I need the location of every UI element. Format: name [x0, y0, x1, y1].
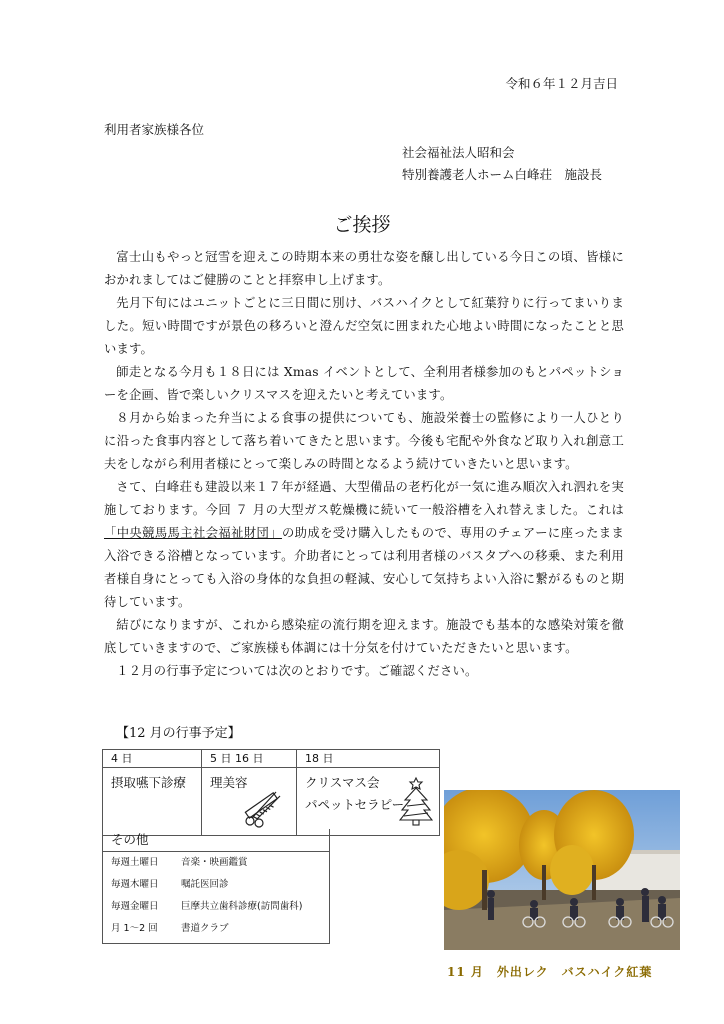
event-label: 摂取嚥下診療: [111, 775, 187, 790]
other-what: 巨摩共立歯科診療(訪問歯科): [181, 901, 303, 912]
other-schedule-box: [102, 829, 330, 944]
autumn-outing-photo: [444, 790, 680, 950]
letter-title: ご挨拶: [333, 214, 391, 236]
schedule-heading: 【12 月の行事予定】: [116, 726, 241, 741]
other-row: [103, 918, 329, 940]
schedule-table: [102, 749, 440, 836]
other-when: 毎週土曜日: [111, 857, 159, 868]
other-row: [103, 852, 329, 874]
other-when: 毎週木曜日: [111, 879, 159, 890]
other-row: [103, 874, 329, 896]
sender-organization: 社会福祉法人昭和会: [402, 145, 515, 160]
paragraph-text: の助成を受け購入したもので、専用のチェアーに座ったまま入浴できる浴槽となっています。介助者にとっては利用者様のバスタブへの移乗、また利用者様自身にとっても入浴の身体的な負担の軽減、安心して気持ちよい入浴に繋がるものと期待しています。: [104, 526, 624, 609]
schedule-date-cell: 5 日 16 日: [202, 750, 297, 768]
photo-caption: 11 月 外出レク バスハイク紅葉: [447, 965, 653, 979]
schedule-event-cell: [103, 768, 202, 836]
other-when: 月 1～2 回: [111, 923, 158, 934]
schedule-date-cell: 4 日: [103, 750, 202, 768]
event-label: パペットセラピー: [305, 797, 405, 812]
schedule-event-cell: [297, 768, 440, 836]
schedule-event-cell: [202, 768, 297, 836]
sender-title: 特別養護老人ホーム白峰荘 施設長: [402, 167, 603, 182]
sender-block: [402, 142, 602, 186]
addressee: 利用者家族様各位: [104, 122, 205, 137]
schedule-date-cell: 18 日: [297, 750, 440, 768]
event-label: クリスマス会: [305, 775, 380, 790]
paragraph: １２月の行事予定については次のとおりです。ご確認ください。: [116, 664, 478, 678]
paragraph: 結びになりますが、これから感染症の流行期を迎えます。施設でも基本的な感染対策を徹底していきますので、ご家族様も体調には十分気を付けていただきたいと思います。: [104, 618, 624, 655]
letter-date: 令和６年１２月吉日: [505, 76, 618, 91]
other-what: 音楽・映画鑑賞: [181, 857, 248, 868]
other-what: 書道クラブ: [181, 923, 229, 934]
event-label: 理美容: [210, 775, 248, 790]
paragraph-text: さて、白峰荘も建設以来１７年が経過、大型備品の老朽化が一気に進み順次入れ泗れを実施しております。今回 ７ 月の大型ガス乾燥機に続いて一般浴槽を入れ替えました。これは: [104, 480, 624, 517]
other-when: 毎週金曜日: [111, 901, 159, 912]
christmas-tree-icon: [399, 776, 433, 826]
paragraph: 先月下旬にはユニットごとに三日間に別け、バスハイクとして紅葉狩りに行ってまいりました。短い時間ですが景色の移ろいと澄んだ空気に囲まれた心地よい時間になったことと思います。: [104, 296, 624, 356]
other-row: [103, 896, 329, 918]
other-what: 嘱託医回診: [181, 879, 229, 890]
other-title: その他: [103, 829, 329, 852]
foundation-name: 「中央競馬馬主社会福祉財団」: [104, 526, 282, 540]
paragraph: ８月から始まった弁当による食事の提供についても、施設栄養士の監修により一人ひとりに沿った食事内容として落ち着いてきたと思います。今後も宅配や外食など取り入れ創意工夫をしながら利用者様にとって楽しみの時間となるよう続けていきたいと思います。: [104, 411, 624, 471]
scissors-comb-icon: [240, 788, 284, 828]
paragraph: [104, 476, 624, 614]
paragraph: 師走となる今月も１８日には Xmas イベントとして、全利用者様参加のもとパペットショーを企画、皆で楽しいクリスマスを迎えたいと考えています。: [104, 365, 624, 402]
letter-body: [104, 246, 624, 683]
paragraph: 富士山もやっと冠雪を迎えこの時期本来の勇壮な姿を醸し出している今日この頃、皆様におかれましてはご健勝のことと拝察申し上げます。: [104, 250, 624, 287]
